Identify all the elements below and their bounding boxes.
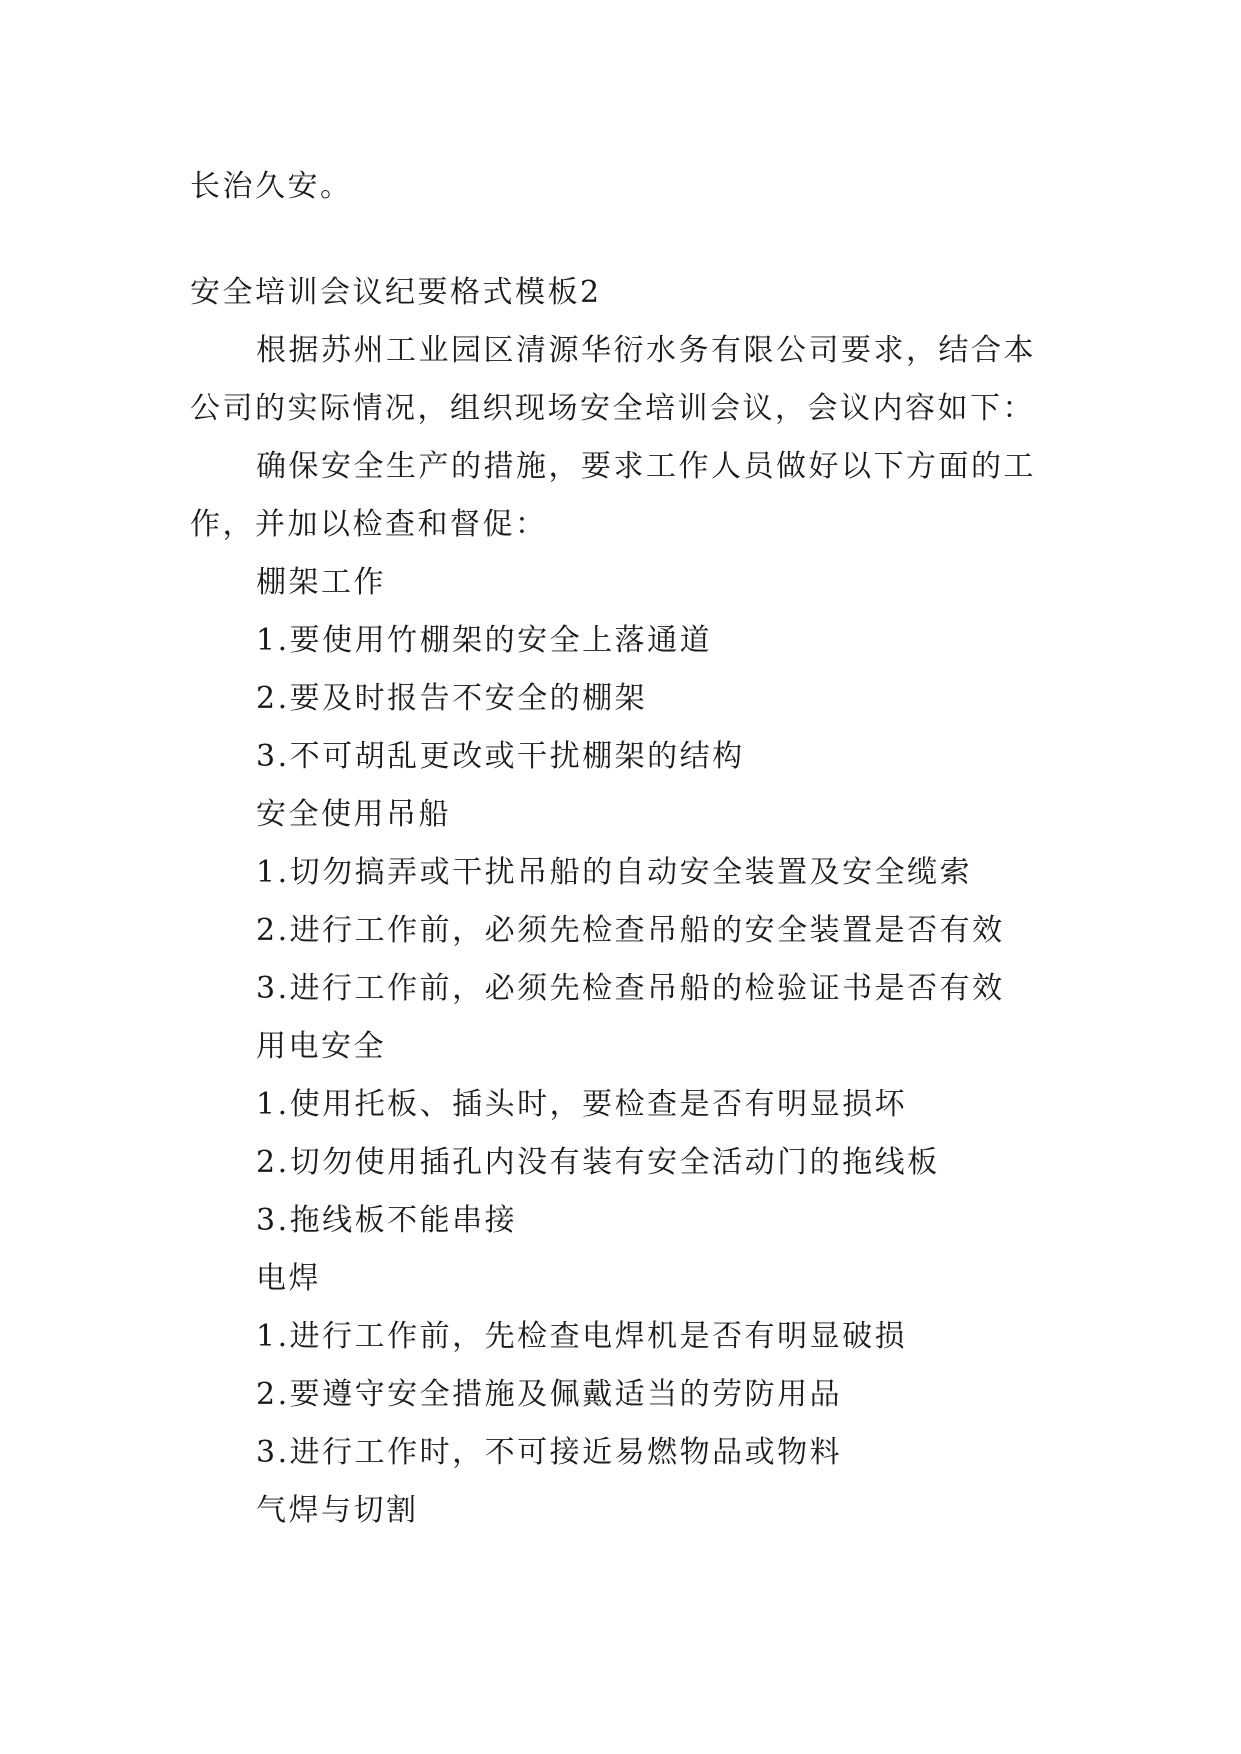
continuation-text: 长治久安。 — [190, 169, 353, 204]
section-heading: 气焊与切割 — [256, 1493, 419, 1528]
list-item: 2.进行工作前，必须先检查吊船的安全装置是否有效 — [256, 913, 1005, 948]
section-gas-welding — [190, 1482, 1060, 1540]
section-heading: 安全使用吊船 — [256, 797, 451, 832]
list-item: 3.拖线板不能串接 — [256, 1203, 518, 1238]
list-item: 2.要遵守安全措施及佩戴适当的劳防用品 — [256, 1377, 843, 1412]
intro-paragraph-line-2: 公司的实际情况，组织现场安全培训会议，会议内容如下： — [190, 391, 1035, 426]
section-heading: 电焊 — [256, 1261, 321, 1296]
intro-paragraph-line-1: 根据苏州工业园区清源华衍水务有限公司要求，结合本 — [256, 333, 1036, 368]
list-item: 3.进行工作前，必须先检查吊船的检验证书是否有效 — [256, 971, 1005, 1006]
section-scaffolding — [190, 554, 1060, 786]
list-item: 2.切勿使用插孔内没有装有安全活动门的拖线板 — [256, 1145, 940, 1180]
list-item: 3.不可胡乱更改或干扰棚架的结构 — [256, 739, 745, 774]
list-item: 3.进行工作时，不可接近易燃物品或物料 — [256, 1435, 843, 1470]
list-item: 1.切勿搞弄或干扰吊船的自动安全装置及安全缆索 — [256, 855, 973, 890]
list-item: 2.要及时报告不安全的棚架 — [256, 681, 648, 716]
document-page — [190, 158, 1060, 1540]
measures-paragraph-line-2: 作，并加以检查和督促： — [190, 507, 548, 542]
list-item: 1.使用托板、插头时，要检查是否有明显损坏 — [256, 1087, 908, 1122]
list-item: 1.要使用竹棚架的安全上落通道 — [256, 623, 713, 658]
measures-paragraph-line-1: 确保安全生产的措施，要求工作人员做好以下方面的工 — [256, 449, 1036, 484]
section-gondola — [190, 786, 1060, 1018]
list-item: 1.进行工作前，先检查电焊机是否有明显破损 — [256, 1319, 908, 1354]
section-welding — [190, 1250, 1060, 1482]
document-title: 安全培训会议纪要格式模板2 — [190, 275, 602, 310]
section-heading: 棚架工作 — [256, 565, 386, 600]
section-electrical — [190, 1018, 1060, 1250]
section-heading: 用电安全 — [256, 1029, 386, 1064]
